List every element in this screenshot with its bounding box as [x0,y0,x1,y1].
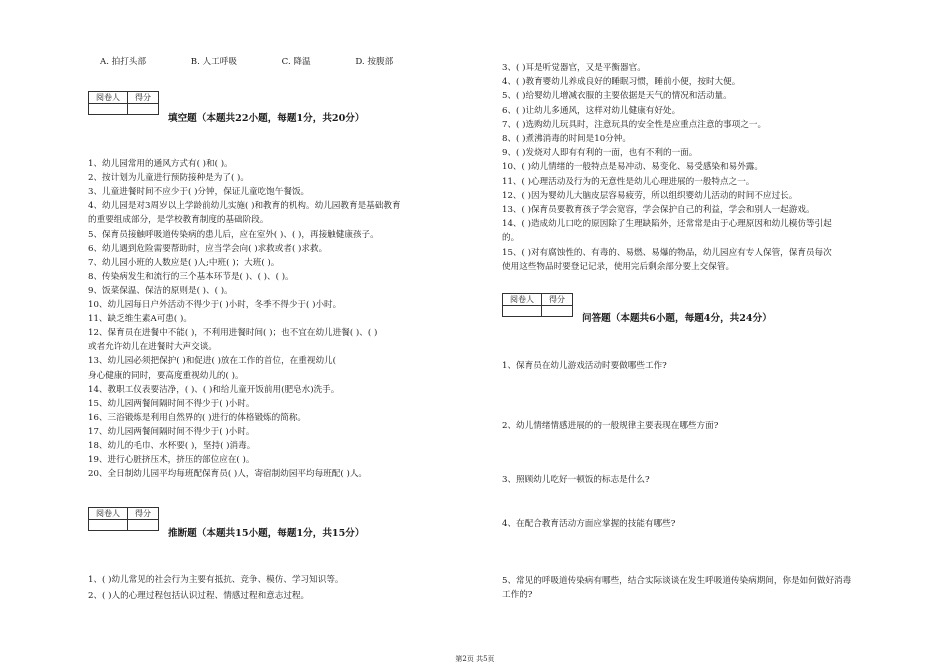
fill-item: 身心健康的同时，要高度重视幼儿的( )。 [88,370,244,381]
grader-label: 阅卷人 [89,92,128,104]
qa-item-5: 5、常见的呼吸道传染病有哪些，结合实际谈谈在发生呼吸道传染病期间，你是如何做好消毒 [502,576,852,586]
fill-item: 3、儿童进餐时间不应少于( )分钟，保证儿童吃饱午餐饭。 [88,187,310,198]
fill-item: 5、保育员接触呼吸道传染病的患儿后，应在室外( )、( )，再接触健康孩子。 [88,229,379,240]
grader-label: 阅卷人 [503,294,542,306]
judge-item: 15、( )对有腐蚀性的、有毒的、易燃、易爆的物品，幼儿园应有专人保管，保育员每次 [502,247,832,258]
judge-item: 5、( )给婴幼儿增减衣服的主要依据是天气的情况和活动量。 [502,91,732,102]
judge-item: 11、( )心理活动及行为的无意性是幼儿心理进展的一般特点之一。 [502,176,755,187]
judge-item: 12、( )因为婴幼儿大脑皮层容易疲劳，所以组织婴幼儿活动的时间不应过长。 [502,190,798,201]
fill-item: 13、幼儿园必须把保护( )和促进( )放在工作的首位，在重视幼儿( [88,356,337,367]
fill-item: 6、幼儿遇到危险需要帮助时，应当学会向( )求救或者( )求救。 [88,243,328,254]
judge-item: 10、( )幼儿情绪的一般特点是易冲动、易变化、易受感染和易外露。 [502,162,763,173]
fill-item: 15、幼儿园两餐间隔时间不得少于( )小时。 [88,398,255,409]
judge-section-title: 推断题（本题共15小题，每题1分，共15分） [168,528,365,539]
score-label: 得分 [542,294,573,306]
page-footer: 第2页 共5页 [455,655,495,663]
grader-cell[interactable] [89,104,128,115]
qa-section-title: 问答题（本题共6小题，每题4分，共24分） [582,313,772,324]
score-box-fill [88,91,159,115]
judge-item: 9、( )发烧对人即有有利的一面，也有不利的一面。 [502,148,698,159]
score-cell[interactable] [128,520,159,531]
judge-item: 4、( )教育婴幼儿养成良好的睡眠习惯，睡前小便，按时大便。 [502,77,741,88]
qa-item-4: 4、在配合教育活动方面应掌握的技能有哪些? [502,519,676,529]
fill-item: 10、幼儿园每日户外活动不得少于( )小时，冬季不得少于( )小时。 [88,300,342,310]
qa-item-5-cont: 工作的? [502,590,533,600]
option-b: B. 人工呼吸 [190,57,237,67]
judge-item: 的。 [502,233,520,244]
fill-item: 19、进行心脏挤压术，挤压的部位应在( )。 [88,455,255,466]
score-box-qa [502,293,573,317]
fill-item: 9、饭菜保温、保洁的原则是( )、( )。 [88,285,233,296]
score-cell[interactable] [542,306,573,317]
judge-item-1: 1、( )幼儿常见的社会行为主要有抵抗、竞争、模仿、学习知识等。 [88,575,344,585]
answer-options [100,56,435,68]
score-label: 得分 [128,508,159,520]
grader-label: 阅卷人 [89,508,128,520]
fill-item: 20、全日制幼儿园平均每班配保育员( )人，寄宿制幼园平均每班配( )人。 [88,469,368,480]
score-box-judge [88,507,159,531]
grader-cell[interactable] [89,520,128,531]
score-label: 得分 [128,92,159,104]
judge-item: 14、( )造成幼儿口吃的原因除了生理缺陷外，还常常是由于心理原因和幼儿模仿等引起 [502,219,832,230]
fill-item: 的重要组成部分，是学校教育制度的基础阶段。 [88,215,269,226]
fill-section-title: 填空题（本题共22小题，每题1分，共20分） [168,113,365,124]
grader-cell[interactable] [503,306,542,317]
qa-item-3: 3、照顾幼儿吃好一顿饭的标志是什么? [502,475,650,485]
fill-item: 18、幼儿的毛巾、水杯要( )，坚持( )消毒。 [88,441,256,451]
judge-item: 8、( )煮沸消毒的时间是10分钟。 [502,134,631,144]
qa-item-2: 2、幼儿情绪情感进展的的一般规律主要表现在哪些方面? [502,421,719,431]
fill-item: 14、教职工仪表要洁净，( )、( )和给儿童开饭前用(肥皂水)洗手。 [88,384,340,395]
fill-item: 11、缺乏维生素A可患( )。 [88,314,192,325]
fill-item: 7、幼儿园小班的人数应是( )人;中班( )；大班( )。 [88,257,280,268]
fill-item: 16、三浴锻炼是利用自然界的( )进行的体格锻炼的简称。 [88,412,307,423]
option-c: C. 降温 [281,57,311,67]
fill-item: 8、传染病发生和流行的三个基本环节是( )、( )、( )。 [88,271,294,282]
judge-item: 13、( )保育员要教育孩子学会宽容，学会保护自己的利益，学会和别人一起游戏。 [502,205,815,215]
fill-item: 或者允许幼儿在进餐时大声交谈。 [88,342,217,353]
fill-item: 17、幼儿园两餐间隔时间不得少于( )小时。 [88,426,255,437]
score-cell[interactable] [128,104,159,115]
fill-item: 1、幼儿园常用的通风方式有( )和( )。 [88,159,233,169]
fill-item: 12、保育员在进餐中不能( )，不利用进餐时间( )；也不宜在幼儿进餐( )、( ) [88,328,378,339]
judge-item: 6、( )让幼儿多通风，这样对幼儿健康有好处。 [502,105,681,116]
judge-item-2: 2、( )人的心理过程包括认识过程、情感过程和意志过程。 [88,591,310,601]
judge-item: 7、( )选购幼儿玩具时，注意玩具的安全性是应重点注意的事项之一。 [502,119,767,130]
judge-item: 使用这些物品时要登记记录，使用完后剩余部分要上交保管。 [502,261,735,272]
judge-item: 3、( )耳是听觉器官，又是平衡器官。 [502,63,646,73]
option-d: D. 按腹部 [355,57,394,67]
fill-item: 4、幼儿园是对3周岁以上学龄前幼儿实施( )和教育的机构。幼儿园教育是基础教育 [88,201,401,212]
qa-item-1: 1、保育员在幼儿游戏活动时要做哪些工作? [502,361,667,371]
option-a: A. 拍打头部 [100,57,147,67]
fill-item: 2、按计划为儿童进行预防接种是为了( )。 [88,173,249,184]
